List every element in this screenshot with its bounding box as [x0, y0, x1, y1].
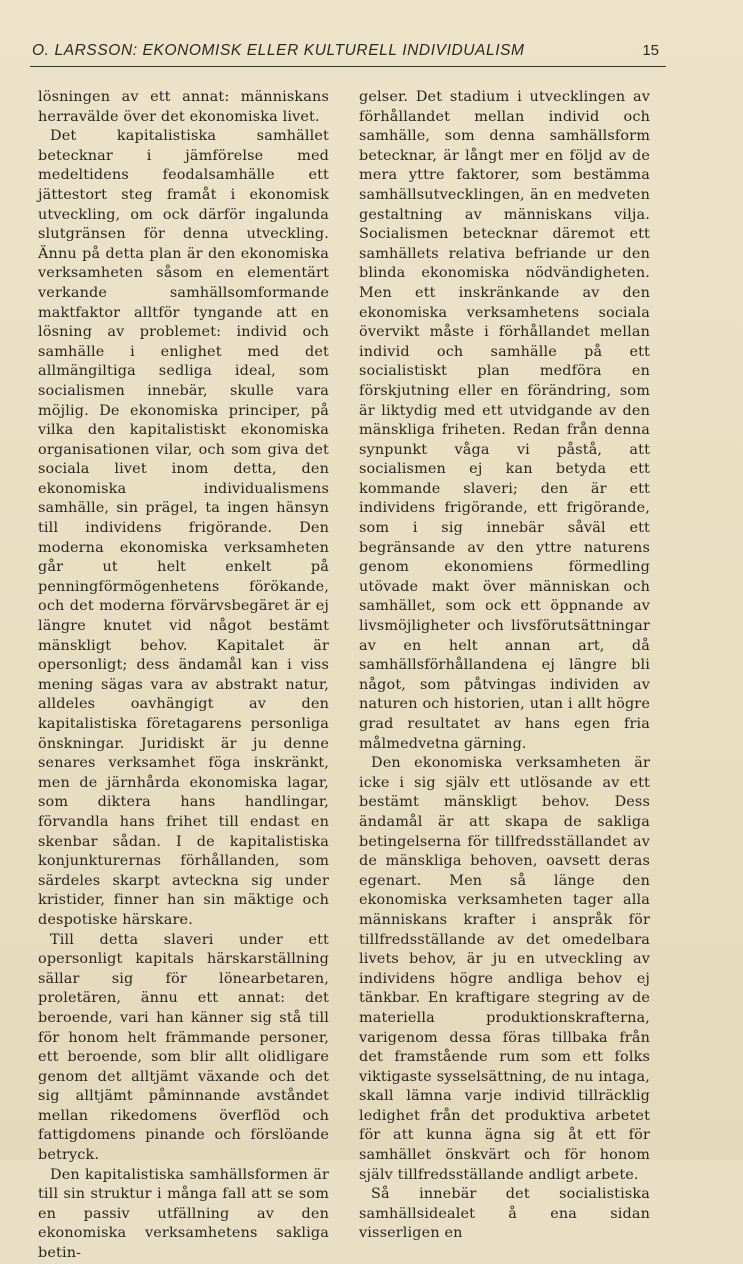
paragraph: Så innebär det socialistiska samhällsidealet å ena sidan visserligen en — [359, 1186, 650, 1242]
page-number: 15 — [642, 42, 659, 59]
right-column — [359, 88, 650, 1244]
paragraph: Till detta slaveri under ett opersonligt kapitals härskarställning sällar sig för lönearbetaren, proletären, ännu ett annat: det beroende, vari han känner sig stå till för honom helt främmande personer, ett beroende, som blir allt olidligare genom det alltjämt växande och det sig alltjämt påminnande avståndet mellan rikedomens överflöd och fattigdomens pinande och förslöande betryck. — [38, 931, 329, 1164]
left-column — [38, 88, 329, 1264]
page-header — [0, 38, 743, 68]
paragraph: Det kapitalistiska samhället betecknar i jämförelse med medeltidens feodalsamhälle ett jättestort steg framåt i ekonomisk utveckling, om ock därför ingalunda slutgränsen för denna utveckling. Ännu på detta plan är den ekonomiska verksamheten såsom en elementärt verkande samhällsomformande maktfaktor alltför tyngande att en lösning av problemet: individ och samhälle i enlighet med det allmängiltiga sedliga ideal, som socialismen innebär, skulle vara möjlig. De ekonomiska principer, på vilka den kapitalistiskt ekonomiska organisationen vilar, och som giva det sociala livet inom detta, den ekonomiska individualismens samhälle, sin prägel, ta ingen hänsyn till individens frigörande. Den moderna ekonomiska verksamheten går ut helt enkelt på penningförmögenhetens förökande, och det moderna förvärvsbegäret är ej längre knutet vid något bestämt mänskligt behov. Kapitalet är opersonligt; dess ändamål kan i viss mening sägas vara av abstrakt natur, alldeles oavhängigt av den kapitalistiska företagarens personliga önskningar. Juridiskt är ju denne senares verksamhet föga inskränkt, men de järnhårda ekonomiska lagar, som diktera hans handlingar, förvandla hans frihet till endast en skenbar sådan. I de kapitalistiska konjunkturernas förhållanden, som särdeles skarpt avteckna sig under kristider, finner han sin mäktige och despotiske härskare. — [38, 128, 329, 928]
running-title: O. LARSSON: EKONOMISK ELLER KULTURELL INDIVIDUALISM — [32, 42, 525, 59]
header-rule — [30, 66, 666, 67]
paragraph: gelser. Det stadium i utvecklingen av förhållandet mellan individ och samhälle, som denna samhällsform betecknar, är långt mer en följd av de mera yttre faktorer, som bestämma samhällsutvecklingen, än en medveten gestaltning av människans vilja. Socialismen betecknar däremot ett samhällets relativa befriande ur den blinda ekonomiska nödvändigheten. Men ett inskränkande av den ekonomiska verksamhetens sociala övervikt måste i förhållandet mellan individ och samhälle på ett socialistiskt plan medföra en förskjutning eller en förändring, som är liktydig med ett utvidgande av den mänskliga friheten. Redan från denna synpunkt våga vi påstå, att socialismen ej kan betyda ett kommande slaveri; den är ett individens frigörande, ett frigörande, som i sig innebär såväl ett begränsande av den yttre naturens genom ekonomiens förmedling utövade makt över människan och samhället, som ock ett öppnande av livsmöjligheter och livsförutsättningar av en helt annan art, då samhällsförhållandena ej längre bli något, som påtvingas individen av naturen och historien, utan i allt högre grad resultatet av hans egen fria målmedvetna gärning. — [359, 89, 650, 752]
paragraph: Den kapitalistiska samhällsformen är till sin struktur i många fall att se som en passiv utfällning av den ekonomiska verksamhetens sakliga betin- — [38, 1166, 329, 1262]
paragraph: Den ekonomiska verksamheten är icke i sig själv ett utlösande av ett bestämt mänskligt behov. Dess ändamål är att skapa de sakliga betingelserna för tillfredsställandet av de mänskliga behoven, oavsett deras egenart. Men så länge den ekonomiska verksamheten tager alla människans krafter i anspråk för tillfredsställande av det omedelbara livets behov, är ju en utveckling av individens högre andliga behov ej tänkbar. En kraftigare stegring av de materiella produktionskrafterna, varigenom dessa föras tillbaka från det framstående rum som ett folks viktigaste sysselsättning, de nu intaga, skall lämna varje individ tillräcklig ledighet från det produktiva arbetet för att kunna ägna sig åt ett för samhället önskvärt och för honom själv tillfredsställande andligt arbete. — [359, 755, 650, 1183]
paragraph: lösningen av ett annat: människans herravälde över det ekonomiska livet. — [38, 89, 329, 125]
